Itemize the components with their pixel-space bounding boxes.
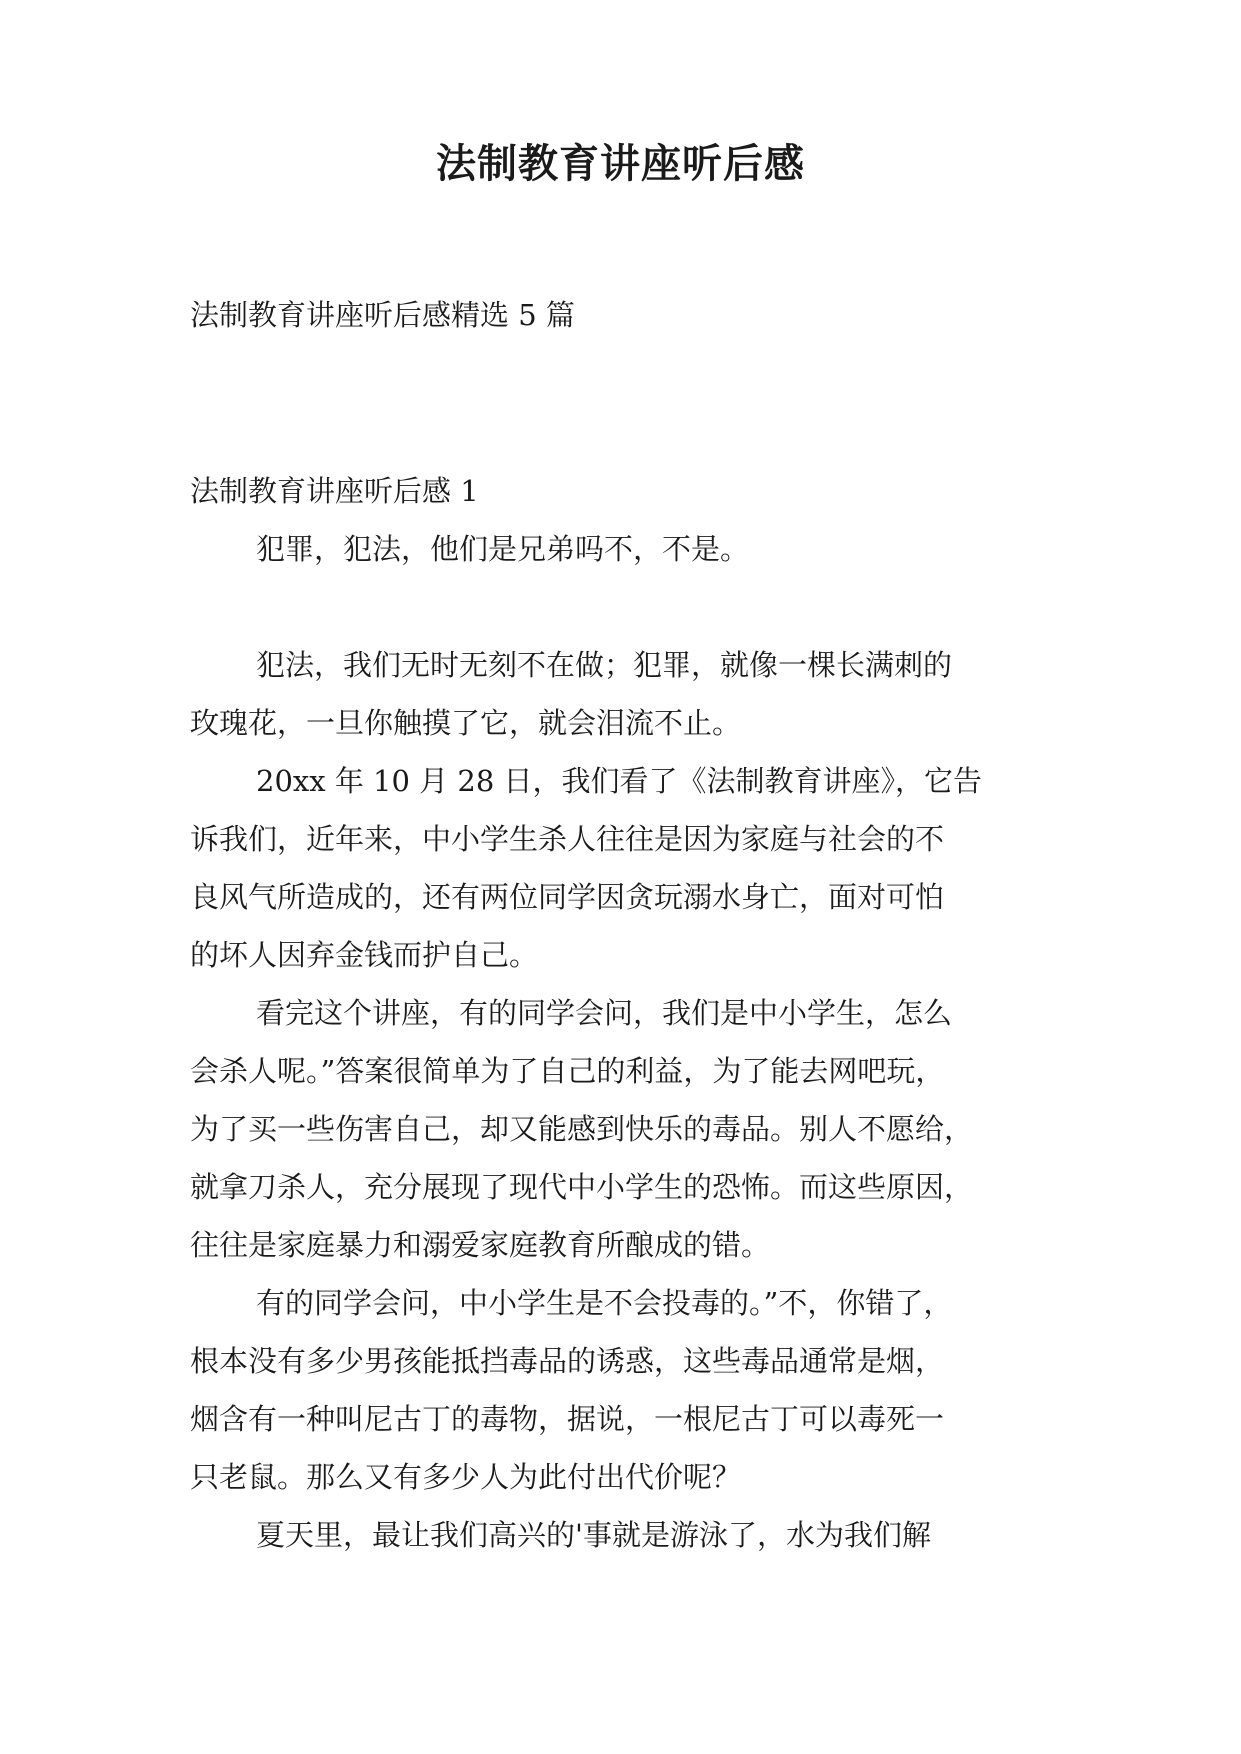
section-heading: 法制教育讲座听后感 1 — [190, 474, 479, 508]
paragraph-line: 良风气所造成的，还有两位同学因贪玩溺水身亡，面对可怕 — [190, 880, 945, 914]
paragraph-line: 就拿刀杀人，充分展现了现代中小学生的恐怖。而这些原因， — [190, 1170, 974, 1204]
paragraph-line: 的坏人因弃金钱而护自己。 — [190, 938, 539, 972]
paragraph-line: 只老鼠。那么又有多少人为此付出代价呢？ — [190, 1460, 742, 1494]
paragraph-line: 往往是家庭暴力和溺爱家庭教育所酿成的错。 — [190, 1228, 771, 1262]
paragraph-line: 20xx 年 10 月 28 日，我们看了《法制教育讲座》，它告 — [256, 764, 983, 798]
paragraph-line: 看完这个讲座，有的同学会问，我们是中小学生，怎么 — [256, 996, 953, 1030]
paragraph-line: 会杀人呢。”答案很简单为了自己的利益，为了能去网吧玩， — [190, 1054, 945, 1088]
paragraph-line: 夏天里，最让我们高兴的'事就是游泳了，水为我们解 — [256, 1518, 931, 1552]
paragraph-line: 根本没有多少男孩能抵挡毒品的诱惑，这些毒品通常是烟， — [190, 1344, 945, 1378]
paragraph-line: 诉我们，近年来，中小学生杀人往往是因为家庭与社会的不 — [190, 822, 945, 856]
paragraph-line: 烟含有一种叫尼古丁的毒物，据说，一根尼古丁可以毒死一 — [190, 1402, 945, 1436]
paragraph-line: 犯罪，犯法，他们是兄弟吗不，不是。 — [256, 532, 750, 566]
paragraph-line: 犯法，我们无时无刻不在做；犯罪，就像一棵长满刺的 — [256, 648, 953, 682]
document-title: 法制教育讲座听后感 — [436, 140, 805, 187]
paragraph-line: 玫瑰花，一旦你触摸了它，就会泪流不止。 — [190, 706, 742, 740]
paragraph-line: 有的同学会问，中小学生是不会投毒的。”不，你错了， — [256, 1286, 953, 1320]
paragraph-line: 为了买一些伤害自己，却又能感到快乐的毒品。别人不愿给， — [190, 1112, 974, 1146]
document-subtitle: 法制教育讲座听后感精选 5 篇 — [190, 298, 575, 332]
